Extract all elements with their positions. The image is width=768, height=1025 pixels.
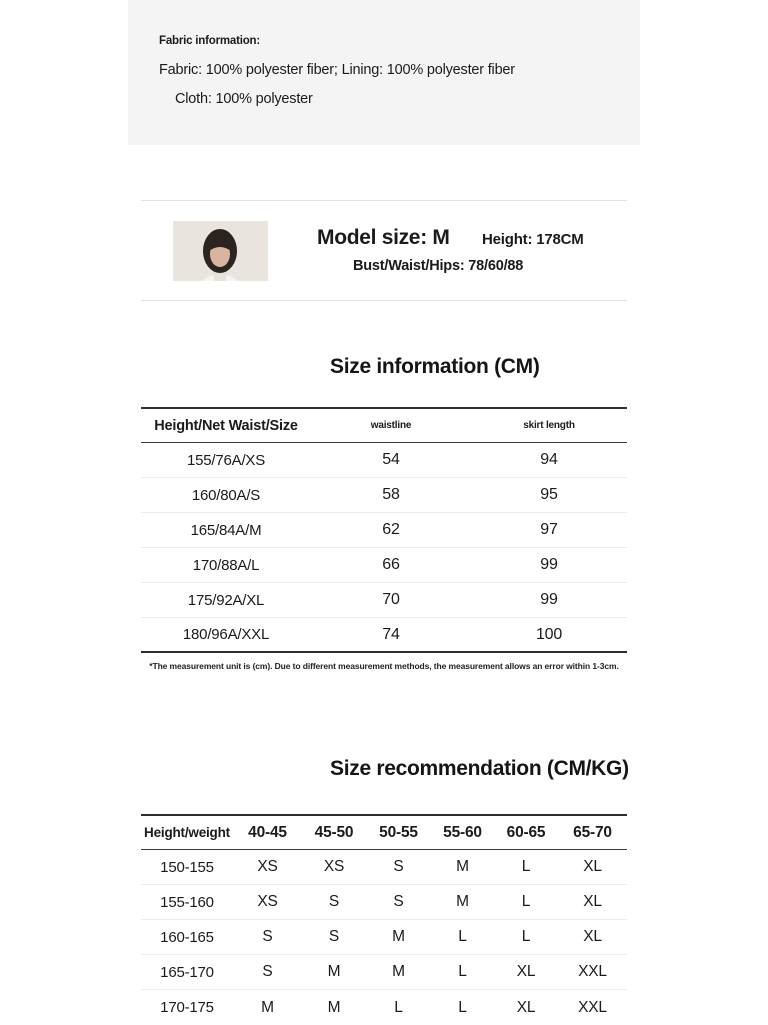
table-row bbox=[141, 920, 627, 955]
cell: M bbox=[261, 998, 274, 1016]
cell: S bbox=[328, 893, 340, 910]
table-row bbox=[141, 583, 627, 618]
table-header-row bbox=[141, 816, 627, 850]
fabric-info-label: Fabric information: bbox=[159, 35, 260, 47]
cell: M bbox=[456, 858, 469, 875]
table-header-row bbox=[141, 409, 627, 443]
cell: 54 bbox=[382, 451, 400, 468]
cell: 165/84A/M bbox=[190, 521, 262, 539]
cell: 62 bbox=[382, 521, 400, 538]
model-info-section bbox=[141, 200, 627, 301]
column-header: 60-65 bbox=[506, 823, 546, 841]
size-info-title: Size information (CM) bbox=[330, 355, 540, 378]
model-height-label: Height: 178CM bbox=[482, 231, 584, 248]
fabric-composition-text: Fabric: 100% polyester fiber; Lining: 100% polyester fiber bbox=[159, 62, 515, 78]
cell: 155/76A/XS bbox=[186, 451, 266, 469]
cell: XL bbox=[516, 963, 536, 980]
table-row bbox=[141, 548, 627, 583]
cell: 66 bbox=[382, 556, 400, 573]
column-header-size: Height/Net Waist/Size bbox=[154, 417, 298, 434]
cell: 170/88A/L bbox=[192, 556, 260, 574]
cell: S bbox=[262, 963, 273, 980]
cloth-composition-text: Cloth: 100% polyester bbox=[175, 91, 313, 107]
measurement-footnote: *The measurement unit is (cm). Due to different measurement methods, the measurement allows an error within 1-3cm. bbox=[149, 661, 619, 671]
cell: 58 bbox=[382, 486, 400, 503]
cell: M bbox=[327, 963, 341, 980]
cell: M bbox=[456, 893, 469, 910]
table-row bbox=[141, 618, 627, 653]
table-row bbox=[141, 443, 627, 478]
table-row bbox=[141, 955, 627, 990]
column-header: 50-55 bbox=[379, 823, 418, 841]
cell: XXL bbox=[578, 998, 607, 1016]
cell: M bbox=[392, 963, 405, 980]
cell: S bbox=[393, 858, 404, 875]
cell: L bbox=[458, 963, 467, 980]
size-recommendation-table bbox=[141, 814, 627, 1025]
cell: 155-160 bbox=[160, 893, 214, 911]
cell: L bbox=[394, 998, 403, 1016]
column-header-skirt-length: skirt length bbox=[523, 420, 575, 431]
cell: XS bbox=[257, 893, 278, 910]
cell: 175/92A/XL bbox=[187, 591, 265, 609]
table-row bbox=[141, 990, 627, 1025]
cell: M bbox=[392, 928, 405, 945]
size-recommendation-title: Size recommendation (CM/KG) bbox=[330, 757, 629, 780]
table-row bbox=[141, 478, 627, 513]
column-header: 45-50 bbox=[314, 823, 354, 841]
cell: L bbox=[521, 893, 531, 910]
cell: XL bbox=[583, 858, 602, 875]
cell: 95 bbox=[540, 486, 558, 503]
cell: L bbox=[458, 928, 467, 945]
model-measurements-label: Bust/Waist/Hips: 78/60/88 bbox=[353, 258, 524, 274]
table-row bbox=[141, 850, 627, 885]
column-header: 55-60 bbox=[443, 823, 482, 841]
cell: L bbox=[521, 858, 531, 875]
fabric-info-section bbox=[128, 0, 640, 145]
cell: XS bbox=[323, 858, 345, 875]
model-size-label: Model size: M bbox=[317, 226, 450, 249]
cell: 74 bbox=[382, 625, 400, 643]
cell: 97 bbox=[540, 521, 558, 538]
cell: S bbox=[262, 928, 273, 945]
size-info-table bbox=[141, 407, 627, 653]
cell: 180/96A/XXL bbox=[182, 626, 270, 643]
cell: S bbox=[393, 893, 404, 910]
model-photo-image bbox=[173, 221, 268, 281]
cell: M bbox=[327, 998, 341, 1016]
column-header-waistline: waistline bbox=[370, 420, 412, 431]
cell: XL bbox=[583, 928, 602, 945]
table-row bbox=[141, 885, 627, 920]
cell: S bbox=[328, 928, 340, 945]
cell: XXL bbox=[578, 963, 607, 980]
cell: 150-155 bbox=[160, 858, 214, 876]
cell: 100 bbox=[535, 625, 563, 643]
cell: 160/80A/S bbox=[191, 486, 261, 504]
cell: 99 bbox=[540, 556, 558, 573]
cell: 160-165 bbox=[160, 928, 214, 946]
cell: XL bbox=[516, 998, 536, 1016]
cell: 94 bbox=[540, 451, 558, 468]
cell: L bbox=[521, 928, 531, 945]
column-header: 65-70 bbox=[573, 823, 612, 841]
cell: L bbox=[458, 998, 467, 1016]
cell: 165-170 bbox=[160, 963, 214, 981]
cell: XS bbox=[257, 858, 278, 875]
cell: 170-175 bbox=[160, 999, 214, 1016]
table-row bbox=[141, 513, 627, 548]
cell: 99 bbox=[540, 591, 558, 608]
cell: XL bbox=[583, 893, 602, 910]
cell: 70 bbox=[382, 591, 400, 608]
column-header-height-weight: Height/weight bbox=[144, 825, 230, 840]
model-photo bbox=[173, 221, 268, 281]
column-header: 40-45 bbox=[248, 823, 287, 841]
